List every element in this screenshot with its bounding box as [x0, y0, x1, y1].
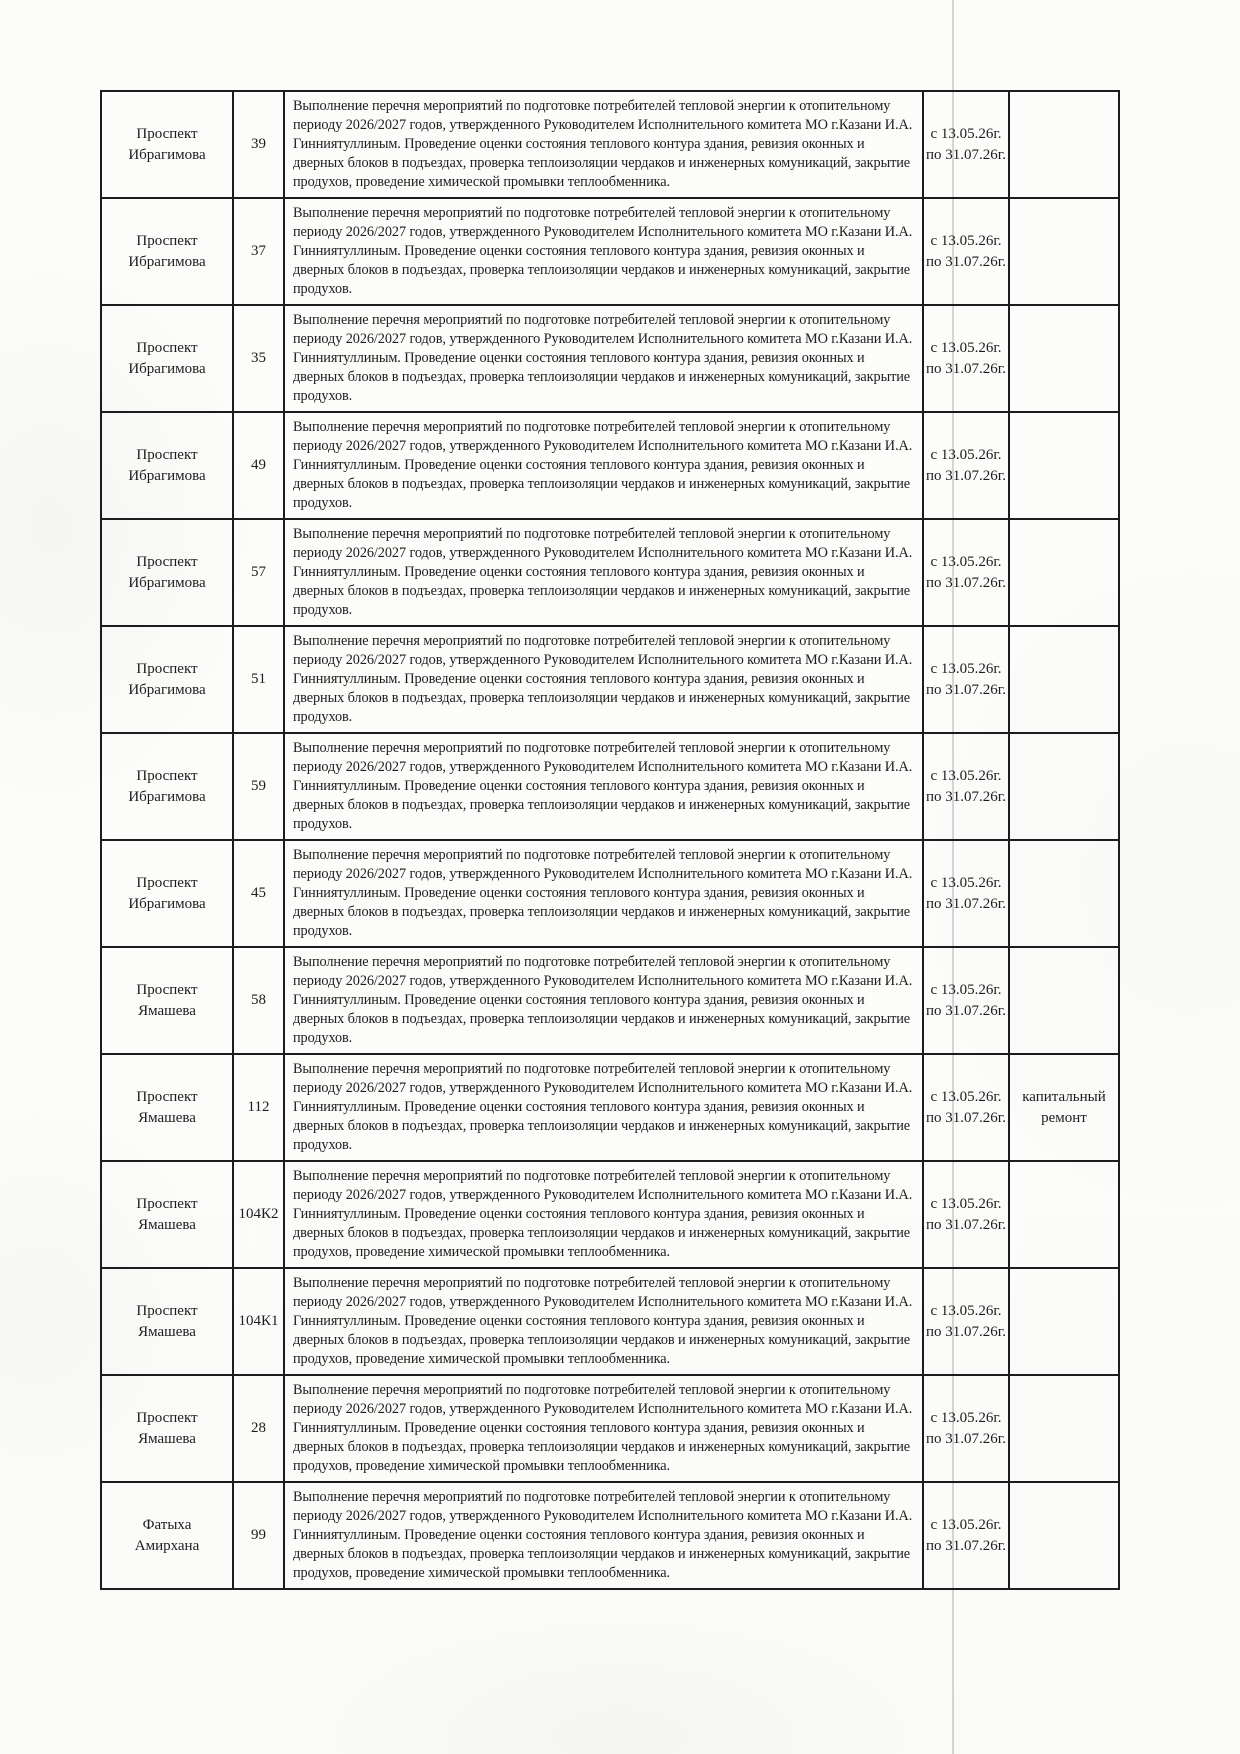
table-row [101, 412, 1119, 519]
house-number-cell: 35 [233, 305, 284, 412]
period-cell [923, 1482, 1009, 1589]
house-number-cell: 37 [233, 198, 284, 305]
period-cell [923, 1375, 1009, 1482]
period-cell [923, 91, 1009, 198]
table-row [101, 1482, 1119, 1589]
note-cell [1009, 733, 1119, 840]
address-cell: Проспект Ибрагимова [101, 305, 233, 412]
period-from: с 13.05.26г. [930, 874, 1002, 891]
period-from: с 13.05.26г. [930, 1088, 1002, 1105]
period-from: с 13.05.26г. [930, 1195, 1002, 1212]
period-from: с 13.05.26г. [930, 1516, 1002, 1533]
period-cell [923, 198, 1009, 305]
period-from: с 13.05.26г. [930, 125, 1002, 142]
period-from: с 13.05.26г. [930, 232, 1002, 249]
table-row [101, 1375, 1119, 1482]
house-number-cell: 39 [233, 91, 284, 198]
heating-preparation-schedule-table [100, 90, 1120, 1590]
period-to: по 31.07.26г. [926, 1430, 1006, 1447]
table-row [101, 626, 1119, 733]
description-cell: Выполнение перечня мероприятий по подготовке потребителей тепловой энергии к отопительному периоду 2026/2027 годов, утвержденного Руководителем Исполнительного комитета МО г.Казани И.А. Гинниятуллиным. Проведение оценки состояния теплового контура здания, ревизия оконных и дверных блоков в подъездах, проверка теплоизоляции чердаков и инженерных комуникаций, закрытие продухов, проведение химической промывки теплообменника. [284, 1482, 923, 1589]
table-row [101, 1054, 1119, 1161]
address-cell: Проспект Ямашева [101, 947, 233, 1054]
description-cell: Выполнение перечня мероприятий по подготовке потребителей тепловой энергии к отопительному периоду 2026/2027 годов, утвержденного Руководителем Исполнительного комитета МО г.Казани И.А. Гинниятуллиным. Проведение оценки состояния теплового контура здания, ревизия оконных и дверных блоков в подъездах, проверка теплоизоляции чердаков и инженерных комуникаций, закрытие продухов, проведение химической промывки теплообменника. [284, 1375, 923, 1482]
description-cell: Выполнение перечня мероприятий по подготовке потребителей тепловой энергии к отопительному периоду 2026/2027 годов, утвержденного Руководителем Исполнительного комитета МО г.Казани И.А. Гинниятуллиным. Проведение оценки состояния теплового контура здания, ревизия оконных и дверных блоков в подъездах, проверка теплоизоляции чердаков и инженерных комуникаций, закрытие продухов. [284, 733, 923, 840]
period-cell [923, 1268, 1009, 1375]
period-from: с 13.05.26г. [930, 660, 1002, 677]
note-cell [1009, 1482, 1119, 1589]
note-cell [1009, 519, 1119, 626]
house-number-cell: 104К2 [233, 1161, 284, 1268]
address-cell: Проспект Ибрагимова [101, 733, 233, 840]
period-to: по 31.07.26г. [926, 467, 1006, 484]
note-cell [1009, 626, 1119, 733]
period-to: по 31.07.26г. [926, 788, 1006, 805]
address-cell: Проспект Ибрагимова [101, 91, 233, 198]
note-cell [1009, 947, 1119, 1054]
description-cell: Выполнение перечня мероприятий по подготовке потребителей тепловой энергии к отопительному периоду 2026/2027 годов, утвержденного Руководителем Исполнительного комитета МО г.Казани И.А. Гинниятуллиным. Проведение оценки состояния теплового контура здания, ревизия оконных и дверных блоков в подъездах, проверка теплоизоляции чердаков и инженерных комуникаций, закрытие продухов. [284, 1054, 923, 1161]
note-cell [1009, 305, 1119, 412]
description-cell: Выполнение перечня мероприятий по подготовке потребителей тепловой энергии к отопительному периоду 2026/2027 годов, утвержденного Руководителем Исполнительного комитета МО г.Казани И.А. Гинниятуллиным. Проведение оценки состояния теплового контура здания, ревизия оконных и дверных блоков в подъездах, проверка теплоизоляции чердаков и инженерных комуникаций, закрытие продухов. [284, 305, 923, 412]
table-row [101, 1161, 1119, 1268]
note-cell [1009, 1268, 1119, 1375]
period-to: по 31.07.26г. [926, 895, 1006, 912]
period-cell [923, 733, 1009, 840]
note-cell [1009, 1375, 1119, 1482]
address-cell: Проспект Ибрагимова [101, 840, 233, 947]
description-cell: Выполнение перечня мероприятий по подготовке потребителей тепловой энергии к отопительному периоду 2026/2027 годов, утвержденного Руководителем Исполнительного комитета МО г.Казани И.А. Гинниятуллиным. Проведение оценки состояния теплового контура здания, ревизия оконных и дверных блоков в подъездах, проверка теплоизоляции чердаков и инженерных комуникаций, закрытие продухов, проведение химической промывки теплообменника. [284, 1161, 923, 1268]
period-to: по 31.07.26г. [926, 574, 1006, 591]
description-cell: Выполнение перечня мероприятий по подготовке потребителей тепловой энергии к отопительному периоду 2026/2027 годов, утвержденного Руководителем Исполнительного комитета МО г.Казани И.А. Гинниятуллиным. Проведение оценки состояния теплового контура здания, ревизия оконных и дверных блоков в подъездах, проверка теплоизоляции чердаков и инженерных комуникаций, закрытие продухов, проведение химической промывки теплообменника. [284, 91, 923, 198]
description-cell: Выполнение перечня мероприятий по подготовке потребителей тепловой энергии к отопительному периоду 2026/2027 годов, утвержденного Руководителем Исполнительного комитета МО г.Казани И.А. Гинниятуллиным. Проведение оценки состояния теплового контура здания, ревизия оконных и дверных блоков в подъездах, проверка теплоизоляции чердаков и инженерных комуникаций, закрытие продухов. [284, 626, 923, 733]
period-cell [923, 840, 1009, 947]
period-from: с 13.05.26г. [930, 767, 1002, 784]
period-cell [923, 947, 1009, 1054]
period-cell [923, 626, 1009, 733]
house-number-cell: 28 [233, 1375, 284, 1482]
period-from: с 13.05.26г. [930, 553, 1002, 570]
address-cell: Проспект Ямашева [101, 1268, 233, 1375]
description-cell: Выполнение перечня мероприятий по подготовке потребителей тепловой энергии к отопительному периоду 2026/2027 годов, утвержденного Руководителем Исполнительного комитета МО г.Казани И.А. Гинниятуллиным. Проведение оценки состояния теплового контура здания, ревизия оконных и дверных блоков в подъездах, проверка теплоизоляции чердаков и инженерных комуникаций, закрытие продухов, проведение химической промывки теплообменника. [284, 1268, 923, 1375]
period-cell [923, 1054, 1009, 1161]
period-cell [923, 519, 1009, 626]
description-cell: Выполнение перечня мероприятий по подготовке потребителей тепловой энергии к отопительному периоду 2026/2027 годов, утвержденного Руководителем Исполнительного комитета МО г.Казани И.А. Гинниятуллиным. Проведение оценки состояния теплового контура здания, ревизия оконных и дверных блоков в подъездах, проверка теплоизоляции чердаков и инженерных комуникаций, закрытие продухов. [284, 519, 923, 626]
house-number-cell: 49 [233, 412, 284, 519]
description-cell: Выполнение перечня мероприятий по подготовке потребителей тепловой энергии к отопительному периоду 2026/2027 годов, утвержденного Руководителем Исполнительного комитета МО г.Казани И.А. Гинниятуллиным. Проведение оценки состояния теплового контура здания, ревизия оконных и дверных блоков в подъездах, проверка теплоизоляции чердаков и инженерных комуникаций, закрытие продухов. [284, 840, 923, 947]
period-to: по 31.07.26г. [926, 253, 1006, 270]
house-number-cell: 51 [233, 626, 284, 733]
period-cell [923, 305, 1009, 412]
table-row [101, 305, 1119, 412]
period-from: с 13.05.26г. [930, 1409, 1002, 1426]
house-number-cell: 112 [233, 1054, 284, 1161]
address-cell: Проспект Ямашева [101, 1375, 233, 1482]
table-row [101, 91, 1119, 198]
table-row [101, 733, 1119, 840]
period-cell [923, 412, 1009, 519]
note-cell [1009, 198, 1119, 305]
period-to: по 31.07.26г. [926, 1002, 1006, 1019]
period-from: с 13.05.26г. [930, 446, 1002, 463]
table-body [101, 91, 1119, 1589]
period-from: с 13.05.26г. [930, 981, 1002, 998]
address-cell: Проспект Ибрагимова [101, 626, 233, 733]
period-to: по 31.07.26г. [926, 1109, 1006, 1126]
house-number-cell: 45 [233, 840, 284, 947]
house-number-cell: 58 [233, 947, 284, 1054]
period-cell [923, 1161, 1009, 1268]
description-cell: Выполнение перечня мероприятий по подготовке потребителей тепловой энергии к отопительному периоду 2026/2027 годов, утвержденного Руководителем Исполнительного комитета МО г.Казани И.А. Гинниятуллиным. Проведение оценки состояния теплового контура здания, ревизия оконных и дверных блоков в подъездах, проверка теплоизоляции чердаков и инженерных комуникаций, закрытие продухов. [284, 947, 923, 1054]
address-cell: Фатыха Амирхана [101, 1482, 233, 1589]
house-number-cell: 59 [233, 733, 284, 840]
address-cell: Проспект Ибрагимова [101, 198, 233, 305]
table-row [101, 519, 1119, 626]
table-row [101, 1268, 1119, 1375]
table-row [101, 840, 1119, 947]
house-number-cell: 99 [233, 1482, 284, 1589]
period-from: с 13.05.26г. [930, 339, 1002, 356]
period-from: с 13.05.26г. [930, 1302, 1002, 1319]
address-cell: Проспект Ямашева [101, 1054, 233, 1161]
note-cell [1009, 412, 1119, 519]
table-row [101, 947, 1119, 1054]
address-cell: Проспект Ибрагимова [101, 412, 233, 519]
house-number-cell: 104К1 [233, 1268, 284, 1375]
address-cell: Проспект Ямашева [101, 1161, 233, 1268]
note-cell [1009, 1161, 1119, 1268]
address-cell: Проспект Ибрагимова [101, 519, 233, 626]
period-to: по 31.07.26г. [926, 1216, 1006, 1233]
description-cell: Выполнение перечня мероприятий по подготовке потребителей тепловой энергии к отопительному периоду 2026/2027 годов, утвержденного Руководителем Исполнительного комитета МО г.Казани И.А. Гинниятуллиным. Проведение оценки состояния теплового контура здания, ревизия оконных и дверных блоков в подъездах, проверка теплоизоляции чердаков и инженерных комуникаций, закрытие продухов. [284, 412, 923, 519]
period-to: по 31.07.26г. [926, 360, 1006, 377]
period-to: по 31.07.26г. [926, 146, 1006, 163]
house-number-cell: 57 [233, 519, 284, 626]
period-to: по 31.07.26г. [926, 1537, 1006, 1554]
note-cell [1009, 91, 1119, 198]
description-cell: Выполнение перечня мероприятий по подготовке потребителей тепловой энергии к отопительному периоду 2026/2027 годов, утвержденного Руководителем Исполнительного комитета МО г.Казани И.А. Гинниятуллиным. Проведение оценки состояния теплового контура здания, ревизия оконных и дверных блоков в подъездах, проверка теплоизоляции чердаков и инженерных комуникаций, закрытие продухов. [284, 198, 923, 305]
period-to: по 31.07.26г. [926, 681, 1006, 698]
period-to: по 31.07.26г. [926, 1323, 1006, 1340]
note-cell [1009, 840, 1119, 947]
table-row [101, 198, 1119, 305]
note-cell: капитальный ремонт [1009, 1054, 1119, 1161]
